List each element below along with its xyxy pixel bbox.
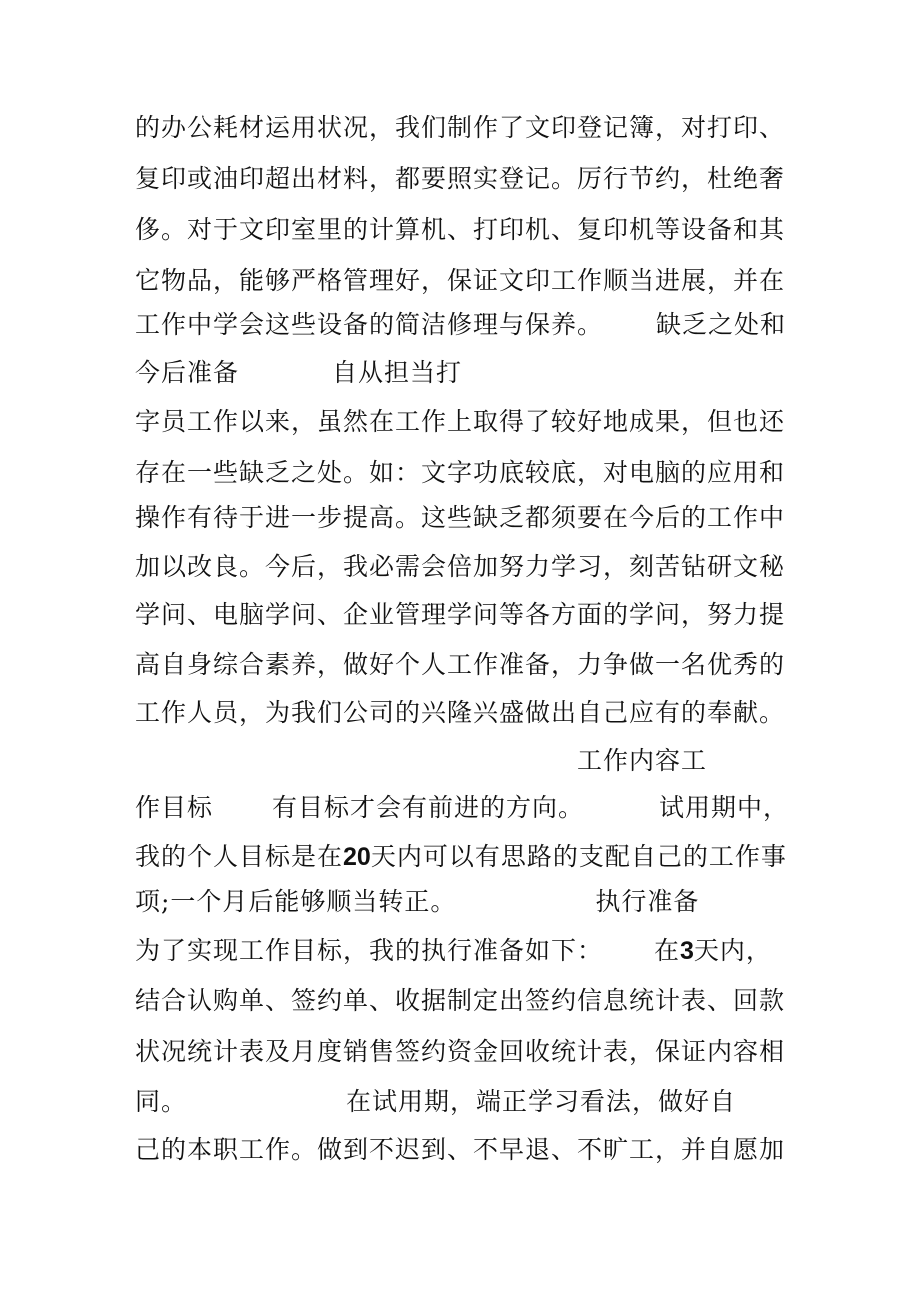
text-line <box>135 931 795 971</box>
text-line <box>135 693 795 733</box>
text-line <box>135 595 795 635</box>
text-line <box>135 882 795 922</box>
text-segment: 自从担当打 <box>331 358 462 387</box>
text-line <box>135 402 795 442</box>
number-value: 3 <box>679 937 694 965</box>
text-line <box>135 1032 795 1072</box>
text-segment: 复印或油印超出材料，都要照实登记。厉行节约，杜绝奢 <box>135 164 786 193</box>
text-segment: 侈。对于文印室里的计算机、打印机、复印机等设备和其 <box>135 215 786 244</box>
text-line <box>135 498 795 538</box>
section-heading: 缺乏之处和 <box>655 310 786 339</box>
text-line <box>135 453 795 493</box>
text-line <box>135 210 795 250</box>
section-heading: 作目标 <box>135 793 214 822</box>
text-segment: 工作人员，为我们公司的兴隆兴盛做出自己应有的奉献。 <box>135 698 786 727</box>
section-heading: 工作内容工 <box>577 746 708 775</box>
text-segment: 它物品，能够严格管理好，保证文印工作顺当进展，并在 <box>135 266 786 295</box>
text-line <box>135 837 795 877</box>
text-segment: 状况统计表及月度销售签约资金回收统计表，保证内容相 <box>135 1037 786 1066</box>
text-segment: 己的本职工作。做到不迟到、不早退、不旷工，并自愿加 <box>135 1135 786 1164</box>
text-segment: 工作中学会这些设备的简洁修理与保养。 <box>135 310 604 339</box>
text-segment: 学问、电脑学问、企业管理学问等各方面的学问，努力提 <box>135 600 786 629</box>
number-value: 20 <box>343 843 371 871</box>
text-segment: 的办公耗材运用状况，我们制作了文印登记簿，对打印、 <box>135 113 786 142</box>
text-segment: 天内， <box>693 936 772 965</box>
section-heading: 执行准备 <box>595 887 700 916</box>
section-heading: 试用期中， <box>658 793 789 822</box>
text-line <box>135 1082 795 1122</box>
text-segment: 字员工作以来，虽然在工作上取得了较好地成果，但也还 <box>135 407 786 436</box>
text-segment: 加以改良。今后，我必需会倍加努力学习，刻苦钻研文秘 <box>135 552 786 581</box>
text-segment: 高自身综合素养，做好个人工作准备，力争做一名优秀的 <box>135 650 786 679</box>
text-line <box>135 741 795 781</box>
text-line <box>135 645 795 685</box>
text-segment: 有目标才会有前进的方向。 <box>271 793 584 822</box>
text-line <box>135 547 795 587</box>
text-line <box>135 353 795 393</box>
text-segment: 我的个人目标是在 <box>135 842 344 871</box>
text-line <box>135 108 795 148</box>
text-segment: 存在一些缺乏之处。如：文字功底较底，对电脑的应用和 <box>135 458 786 487</box>
text-line <box>135 981 795 1021</box>
text-line <box>135 159 795 199</box>
text-line <box>135 305 795 345</box>
text-segment: 在试用期，端正学习看法，做好自 <box>345 1087 736 1116</box>
text-segment: 项;一个月后能够顺当转正。 <box>135 887 457 916</box>
text-segment: 为了实现工作目标，我的执行准备如下： <box>135 936 604 965</box>
text-segment: 同。 <box>135 1087 188 1116</box>
text-segment: 结合认购单、签约单、收据制定出签约信息统计表、回款 <box>135 986 786 1015</box>
text-segment: 操作有待于进一步提高。这些缺乏都须要在今后的工作中 <box>135 503 786 532</box>
text-line <box>135 261 795 301</box>
text-line <box>135 1130 795 1170</box>
text-line <box>135 788 795 828</box>
section-heading: 今后准备 <box>135 358 240 387</box>
text-segment: 天内可以有思路的支配自己的工作事 <box>370 842 787 871</box>
text-segment: 在 <box>653 936 680 965</box>
